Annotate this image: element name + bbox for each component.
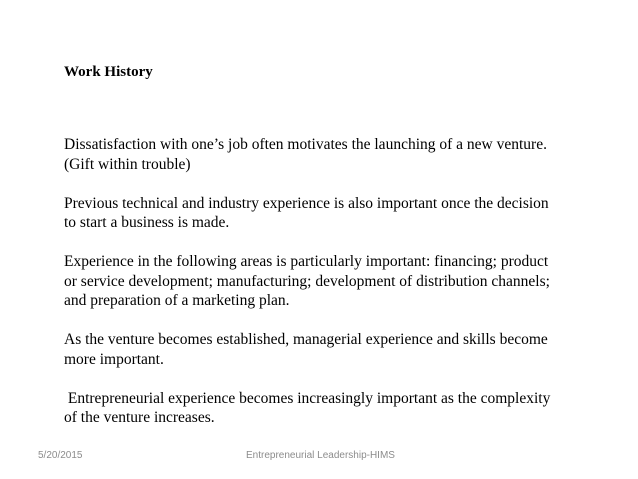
- paragraph-dissatisfaction: [64, 96, 584, 174]
- footer-date: 5/20/2015: [38, 450, 83, 461]
- paragraph-line: and preparation of a marketing plan.: [64, 292, 290, 309]
- paragraph-line: or service development; manufacturing; development of distribution channels;: [64, 272, 550, 290]
- paragraph-line: Dissatisfaction with one’s job often motivates the launching of a new venture.: [64, 136, 547, 153]
- slide-heading: Work History: [64, 64, 153, 80]
- paragraph-line: (Gift within trouble): [64, 155, 191, 173]
- paragraph-line: Previous technical and industry experience is also important once the decision: [64, 194, 549, 212]
- paragraph-experience-areas: [64, 252, 584, 311]
- paragraph-line: to start a business is made.: [64, 214, 230, 231]
- paragraph-line: more important.: [64, 350, 164, 368]
- slide-body: [64, 96, 584, 428]
- footer-title: Entrepreneurial Leadership-HIMS: [246, 450, 395, 461]
- paragraph-line: Entrepreneurial experience becomes increasingly important as the complexity: [64, 389, 551, 407]
- paragraph-entrepreneurial-experience: [64, 389, 584, 428]
- paragraph-line: of the venture increases.: [64, 409, 215, 426]
- paragraph-line: Experience in the following areas is particularly important: financing; product: [64, 253, 549, 270]
- paragraph-previous-experience: [64, 194, 584, 233]
- paragraph-managerial-experience: [64, 330, 584, 369]
- paragraph-line: As the venture becomes established, managerial experience and skills become: [64, 331, 548, 348]
